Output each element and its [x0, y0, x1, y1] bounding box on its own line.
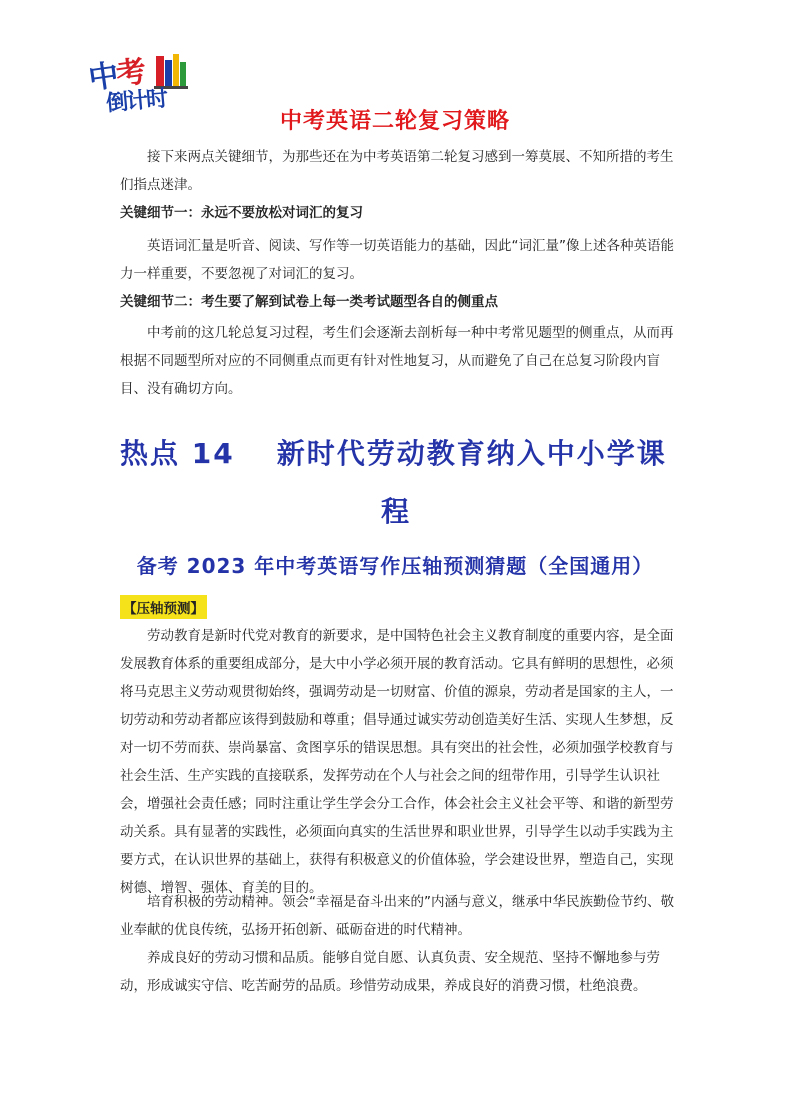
hot-topic-label: 热点 14: [120, 437, 235, 470]
hot-topic-title-line1: 新时代劳动教育纳入中小学课: [276, 437, 667, 470]
key-point-2-heading: 关键细节二：考生要了解到试卷上每一类考试题型各自的侧重点: [120, 294, 498, 310]
document-title: 中考英语二轮复习策略: [279, 109, 510, 134]
hot-topic-title: [120, 425, 680, 483]
body-paragraph-2: 培育积极的劳动精神。领会“幸福是奋斗出来的”内涵与意义，继承中华民族勤俭节约、敬业奉献的优良传统，弘扬开拓创新、砥砺奋进的时代精神。: [120, 894, 674, 938]
hot-topic-subtitle: 备考 2023 年中考英语写作压轴预测猜题（全国通用）: [136, 554, 654, 578]
prediction-tag: 【压轴预测】: [120, 595, 207, 619]
logo-char-b: 考: [114, 54, 147, 93]
intro-paragraph-3: 中考前的这几轮总复习过程，考生们会逐渐去剖析每一种中考常见题型的侧重点，从而再根据不同题型所对应的不同侧重点而更有针对性地复习，从而避免了自己在总复习阶段内盲目、没有确切方向。: [120, 325, 674, 397]
body-paragraph-1: 劳动教育是新时代党对教育的新要求，是中国特色社会主义教育制度的重要内容，是全面发展教育体系的重要组成部分，是大中小学必须开展的教育活动。它具有鲜明的思想性，必须将马克思主义劳动观贯彻始终，强调劳动是一切财富、价值的源泉，劳动者是国家的主人，一切劳动和劳动者都应该得到鼓励和尊重；倡导通过诚实劳动创造美好生活、实现人生梦想，反对一切不劳而获、崇尚暴富、贪图享乐的错误思想。具有突出的社会性，必须加强学校教育与社会生活、生产实践的直接联系，发挥劳动在个人与社会之间的纽带作用，引导学生认识社会，增强社会责任感；同时注重让学生学会分工合作，体会社会主义社会平等、和谐的新型劳动关系。具有显著的实践性，必须面向真实的生活世界和职业世界，引导学生以动手实践为主要方式，在认识世界的基础上，获得有积极意义的价值体验，学会建设世界，塑造自己，实现树德、增智、强体、育美的目的。: [120, 628, 674, 896]
intro-paragraph-2: 英语词汇量是听音、阅读、写作等一切英语能力的基础，因此“词汇量”像上述各种英语能力一样重要，不要忽视了对词汇的复习。: [120, 238, 674, 282]
intro-paragraph-1: 接下来两点关键细节，为那些还在为中考英语第二轮复习感到一筹莫展、不知所措的考生们指点迷津。: [120, 149, 674, 193]
logo-char-a: 中: [86, 58, 119, 97]
hot-topic-title-line2: 程: [380, 495, 409, 528]
body-paragraph-3: 养成良好的劳动习惯和品质。能够自觉自愿、认真负责、安全规范、坚持不懈地参与劳动，形成诚实守信、吃苦耐劳的品质。珍惜劳动成果，养成良好的消费习惯，杜绝浪费。: [120, 950, 660, 994]
key-point-1-heading: 关键细节一：永远不要放松对词汇的复习: [120, 205, 363, 221]
logo-sub-text: 倒计时: [105, 86, 168, 117]
